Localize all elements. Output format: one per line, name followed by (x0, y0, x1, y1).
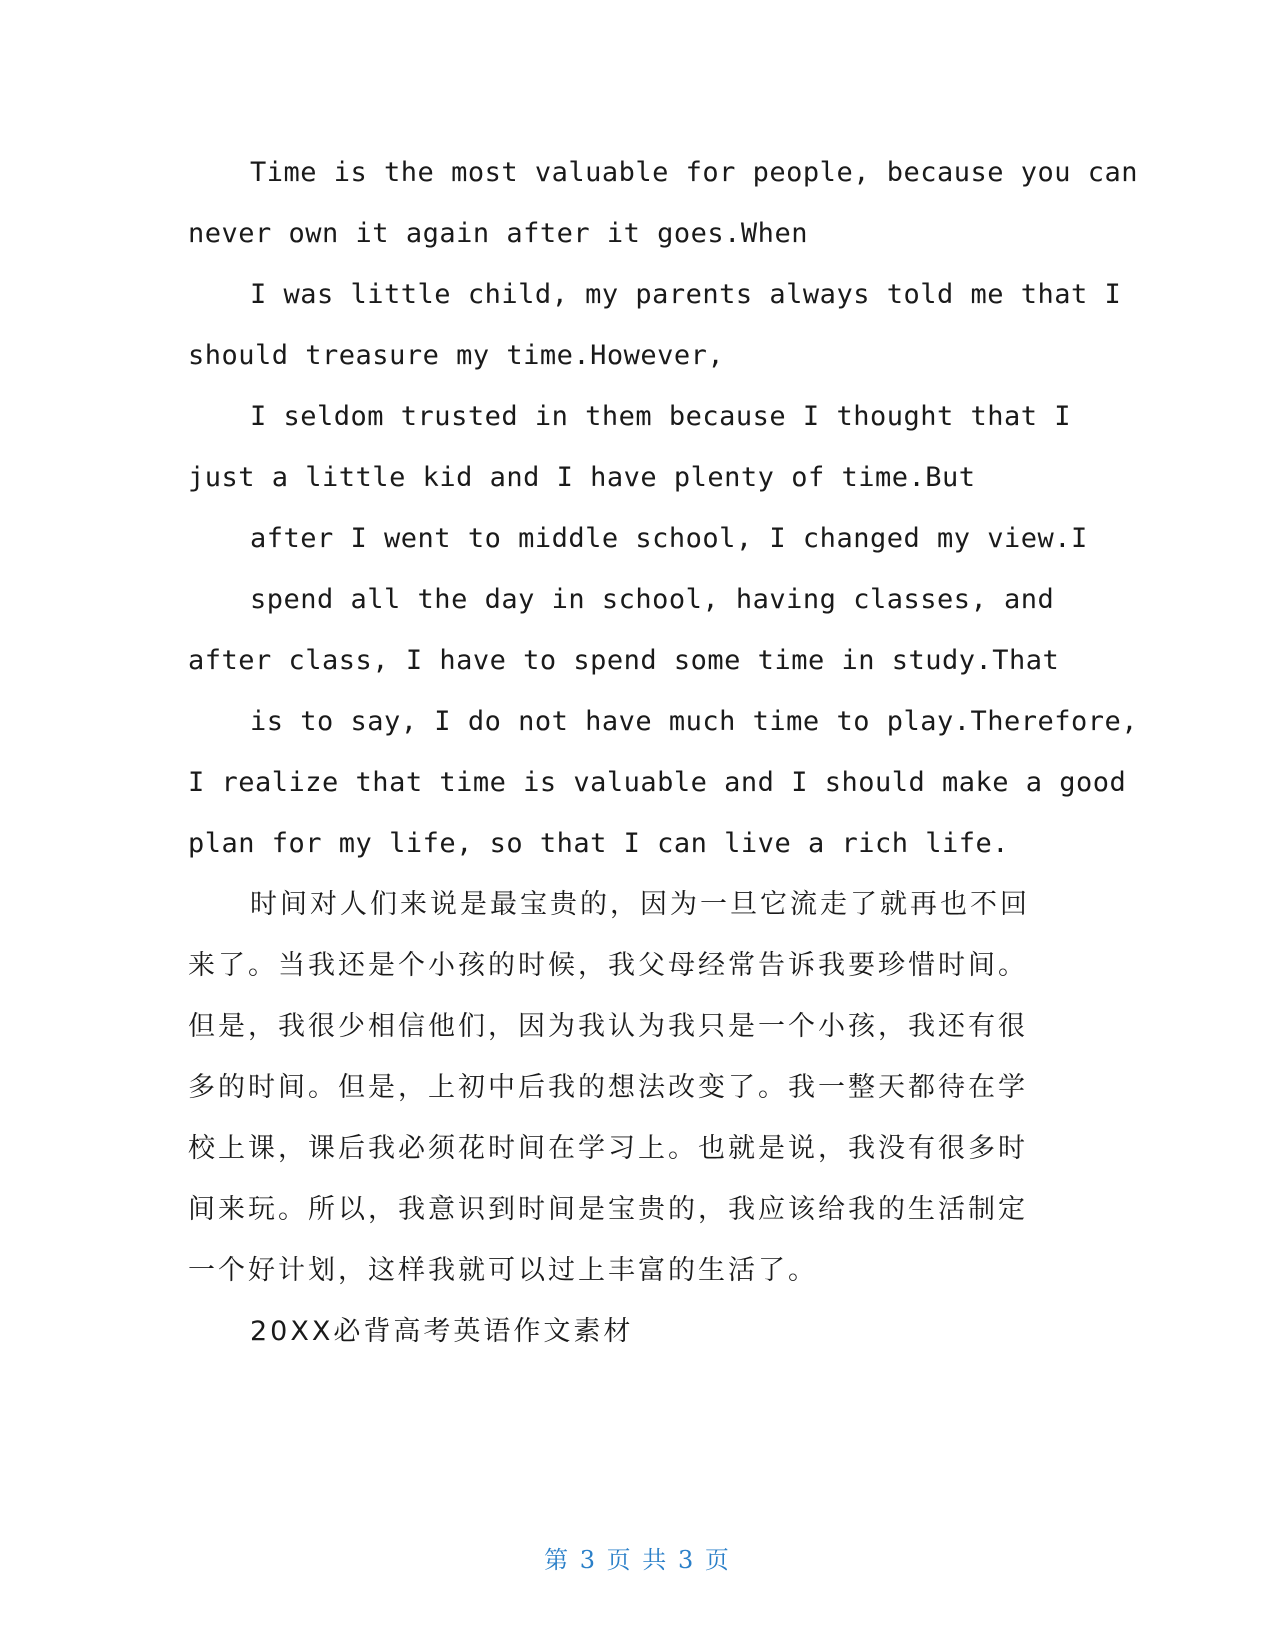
text-line: 但是，我很少相信他们，因为我认为我只是一个小孩，我还有很 (188, 1011, 1028, 1042)
text-line: 校上课，课后我必须花时间在学习上。也就是说，我没有很多时 (188, 1133, 1028, 1164)
text-line: Time is the most valuable for people, because you can (250, 157, 1139, 188)
text-line: after class, I have to spend some time in study.That (188, 645, 1060, 676)
text-line: I seldom trusted in them because I thought that I (250, 401, 1072, 432)
text-line: never own it again after it goes.When (188, 218, 808, 249)
text-line: after I went to middle school, I changed my view.I (250, 523, 1088, 554)
document-body (188, 142, 1139, 1362)
page-number-footer: 第 3 页 共 3 页 (544, 1546, 731, 1574)
text-line: is to say, I do not have much time to play.Therefore, (250, 706, 1139, 737)
text-line: spend all the day in school, having classes, and (250, 584, 1055, 615)
text-line: I realize that time is valuable and I should make a good (188, 767, 1127, 798)
text-line: 多的时间。但是，上初中后我的想法改变了。我一整天都待在学 (188, 1072, 1028, 1103)
text-line: I was little child, my parents always told me that I (250, 279, 1122, 310)
text-line: 间来玩。所以，我意识到时间是宝贵的，我应该给我的生活制定 (188, 1194, 1028, 1225)
section-heading: 20XX必背高考英语作文素材 (250, 1316, 634, 1347)
text-line: 来了。当我还是个小孩的时候，我父母经常告诉我要珍惜时间。 (188, 950, 1028, 981)
text-line: 时间对人们来说是最宝贵的，因为一旦它流走了就再也不回 (250, 889, 1030, 920)
text-line: plan for my life, so that I can live a rich life. (188, 828, 1010, 859)
text-line: 一个好计划，这样我就可以过上丰富的生活了。 (188, 1255, 818, 1286)
text-line: just a little kid and I have plenty of time.But (188, 462, 976, 493)
text-line: should treasure my time.However, (188, 340, 725, 371)
